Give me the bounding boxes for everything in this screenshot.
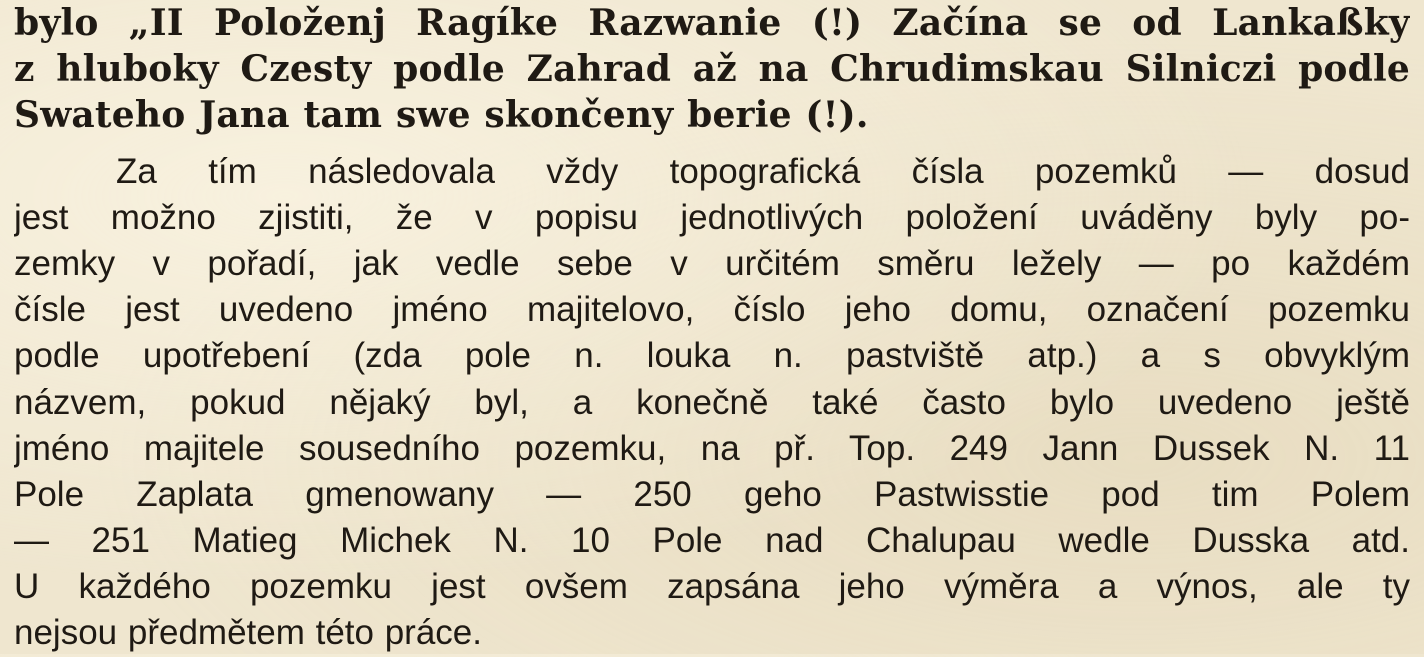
text-line: bylo „II Položenj Ragíke Razwanie (!) Začína se od Lankaßky	[14, 2, 1410, 44]
text-line: z hluboky Czesty podle Zahrad až na Chrudimskau Silniczi podle	[14, 48, 1410, 91]
text-line: Swateho Jana tam swe skončeny berie (!).	[14, 94, 869, 137]
paragraph-body	[14, 149, 1410, 657]
text-line: čísle jest uvedeno jméno majitelovo, číslo jeho domu, označení pozemku	[14, 290, 1410, 330]
text-line: názvem, pokud nějaký byl, a konečně také často bylo uvedeno ještě	[14, 382, 1410, 422]
text-line: jméno majitele sousedního pozemku, na př. Top. 249 Jann Dussek N. 11	[14, 428, 1410, 468]
text-line: Za tím následovala vždy topografická čísla pozemků — dosud	[116, 151, 1410, 191]
paragraph-quoted-fraktur	[14, 0, 1410, 139]
text-line: zemky v pořadí, jak vedle sebe v určitém směru ležely — po každém	[14, 243, 1410, 283]
text-line: Pole Zaplata gmenowany — 250 geho Pastwisstie pod tim Polem	[14, 474, 1410, 514]
paragraph-gap	[14, 139, 1410, 149]
text-line: — 251 Matieg Michek N. 10 Pole nad Chalupau wedle Dusska atd.	[14, 521, 1410, 561]
text-line: jest možno zjistiti, že v popisu jednotlivých položení uváděny byly po-	[14, 197, 1410, 237]
text-line: U každého pozemku jest ovšem zapsána jeho výměra a výnos, ale ty	[14, 567, 1410, 607]
text-line: nejsou předmětem této práce.	[14, 613, 482, 653]
text-line: podle upotřebení (zda pole n. louka n. pastviště atp.) a s obvyklým	[14, 336, 1410, 376]
